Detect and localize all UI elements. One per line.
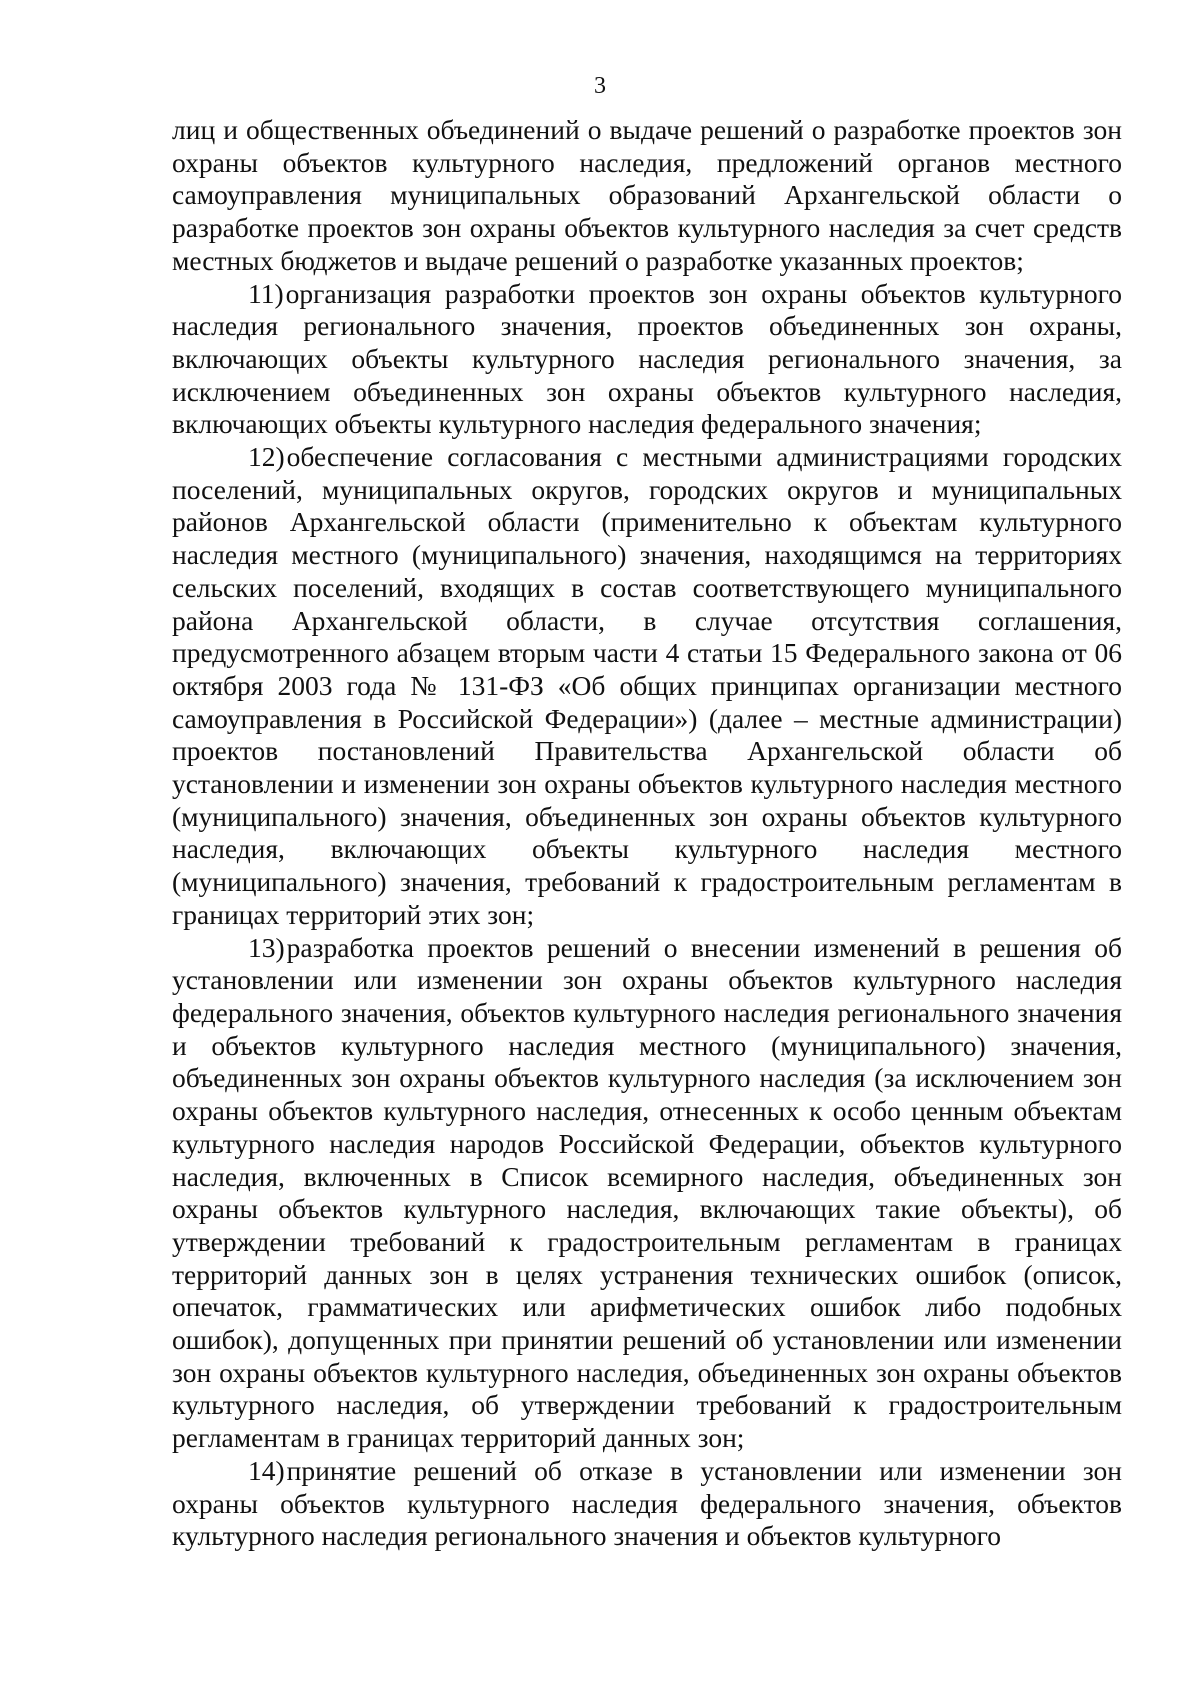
item-number: 12): [248, 441, 285, 473]
paragraph-item-11: [172, 278, 1122, 442]
paragraph-text: организация разработки проектов зон охраны объектов культурного наследия регионального значения, проектов объединенных зон охраны, включающих объекты культурного наследия регионального значения, за исключением объединенных зон охраны объектов культурного наследия, включающих объекты культурного наследия федерального значения;: [172, 277, 1122, 440]
page-number: 3: [594, 73, 606, 99]
paragraph-text: принятие решений об отказе в установлении или изменении зон охраны объектов культурного наследия федерального значения, объектов культурного наследия регионального значения и объектов культурного: [172, 1454, 1122, 1552]
paragraph-item-12: [172, 441, 1122, 932]
paragraph-text: лиц и общественных объединений о выдаче решений о разработке проектов зон охраны объектов культурного наследия, предложений органов местного самоуправления муниципальных образований Архангельской области о разработке проектов зон охраны объектов культурного наследия за счет средств местных бюджетов и выдаче решений о разработке указанных проектов;: [172, 114, 1122, 276]
paragraph-continuation: [172, 114, 1122, 278]
item-number: 14): [248, 1454, 285, 1486]
paragraph-text: обеспечение согласования с местными администрациями городских поселений, муниципальных округов, городских округов и муниципальных районов Архангельской области (применительно к объектам культурного наследия местного (муниципального) значения, находящимся на территориях сельских поселений, входящих в состав соответствующего муниципального района Архангельской области, в случае отсутствия соглашения, предусмотренного абзацем вторым части 4 статьи 15 Федерального закона от 06 октября 2003 года № 131-ФЗ «Об общих принципах организации местного самоуправления в Российской Федерации») (далее – местные администрации) проектов постановлений Правительства Архангельской области об установлении и изменении зон охраны объектов культурного наследия местного (муниципального) значения, объединенных зон охраны объектов культурного наследия, включающих объекты культурного наследия местного (муниципального) значения, требований к градостроительным регламентам в границах территорий этих зон;: [172, 441, 1122, 930]
document-body: [172, 114, 1122, 1553]
paragraph-item-14: [172, 1455, 1122, 1553]
paragraph-text: разработка проектов решений о внесении изменений в решения об установлении или изменении зон охраны объектов культурного наследия федерального значения, объектов культурного наследия регионального значения и объектов культурного наследия местного (муниципального) значения, объединенных зон охраны объектов культурного наследия (за исключением зон охраны объектов культурного наследия, отнесенных к особо ценным объектам культурного наследия народов Российской Федерации, объектов культурного наследия, включенных в Список всемирного наследия, объединенных зон охраны объектов культурного наследия, включающих такие объекты), об утверждении требований к градостроительным регламентам в границах территорий данных зон в целях устранения технических ошибок (описок, опечаток, грамматических или арифметических ошибок либо подобных ошибок), допущенных при принятии решений об установлении или изменении зон охраны объектов культурного наследия, объединенных зон охраны объектов культурного наследия, об утверждении требований к градостроительным регламентам в границах территорий данных зон;: [172, 931, 1122, 1454]
paragraph-item-13: [172, 932, 1122, 1455]
item-number: 11): [248, 277, 284, 309]
item-number: 13): [248, 931, 285, 963]
